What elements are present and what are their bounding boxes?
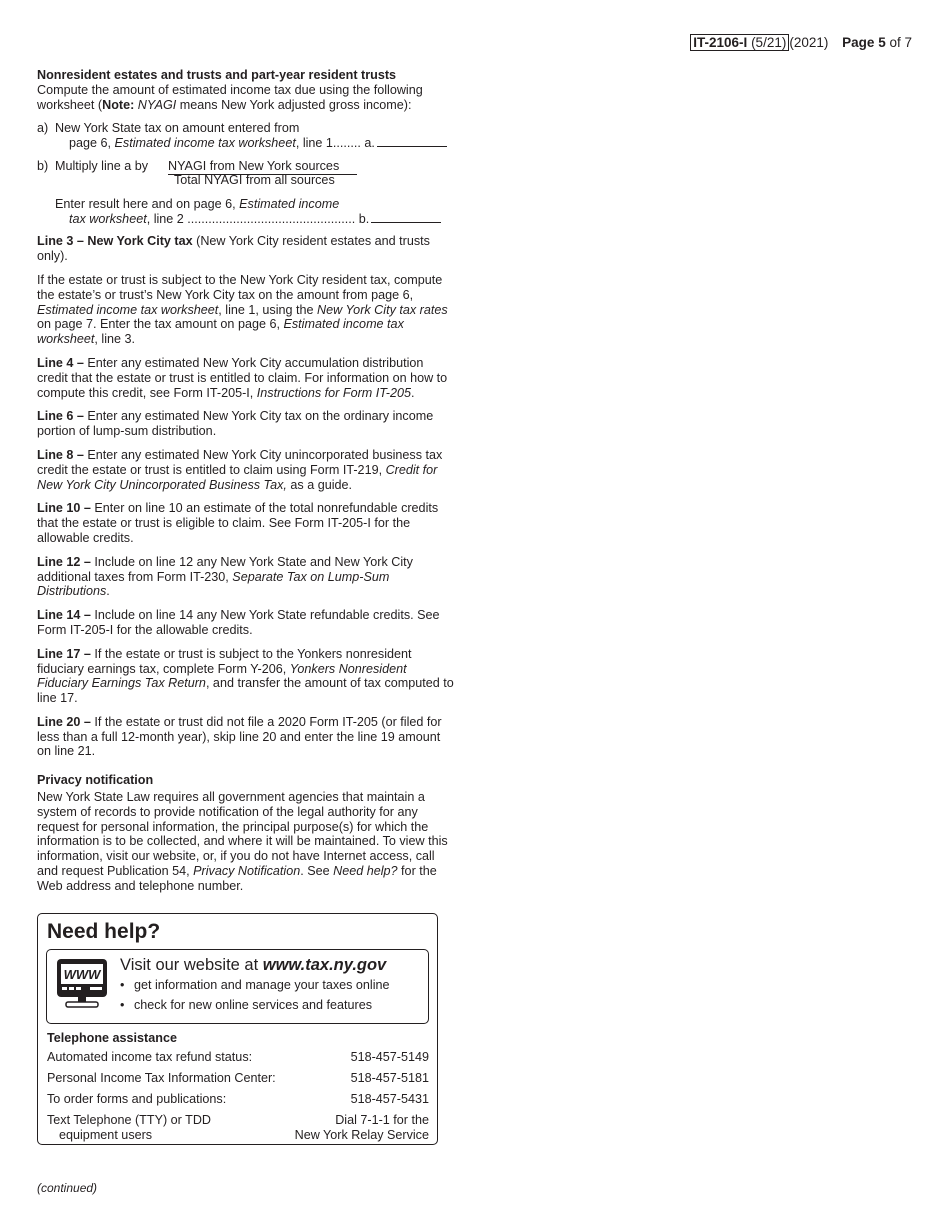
form-id-box <box>690 34 789 51</box>
form-revision: (5/21) <box>751 35 787 50</box>
form-year: (2021) <box>789 35 829 50</box>
need-help-box: Need help? WWW Visit our website at www.tax.ny.gov • get information and manage your taxes online • check for new online services and features Telephone assistance Automated income tax refund status: 518-457-5149 Personal Income Tax Information Center: 518-457-5181 To order forms and publications: 518-457-5431 Text Telephone (TTY) or TDD equipment users Dial 7-1-1 for the New York Relay Service <box>37 913 438 1145</box>
line-4-para: Line 4 – Enter any estimated New York City accumulation distribution credit that the estate or trust is entitled to claim. For information on how to compute this credit, see Form IT-205-I, Instructions for Form IT-205. <box>37 355 448 400</box>
nonresident-intro: Compute the amount of estimated income tax due using the following worksheet (Note: NYAGI means New York adjusted gross income): <box>37 82 423 112</box>
page-header <box>690 34 912 52</box>
nonresident-heading: Nonresident estates and trusts and part-year resident trusts <box>37 68 397 82</box>
line-14-para: Line 14 – Include on line 14 any New York State refundable credits. See Form IT-205-I for the allowable credits. <box>37 608 440 637</box>
website-panel <box>46 949 429 1024</box>
line-6-para: Line 6 – Enter any estimated New York City tax on the ordinary income portion of lump-sum distribution. <box>37 409 434 439</box>
main-column <box>37 68 457 903</box>
computer-monitor-icon <box>56 958 108 1008</box>
worksheet-line-b: b) Multiply line a by NYAGI from New York sources Total NYAGI from all sources Enter result here and on page 6, Estimated income tax worksheet, line 2 ................................................ b. <box>37 159 457 226</box>
continued-note: (continued) <box>37 1181 98 1195</box>
need-help-title: Need help? <box>47 920 161 943</box>
help-bullet-2: • check for new online services and features <box>120 998 373 1012</box>
form-id: IT-2106-I <box>693 35 748 50</box>
line-a-entry-field[interactable] <box>377 137 447 147</box>
line-17-para: Line 17 – If the estate or trust is subject to the Yonkers nonresident fiduciary earnings tax, complete Form Y-206, Yonkers Nonresident Fiduciary Earnings Tax Return, and transfer the amount of tax computed to line 17. <box>37 646 454 706</box>
privacy-text: New York State Law requires all government agencies that maintain a system of records to provide notification of the legal authority for any request for personal information, the principal purpose(s) for which the information is to be collected, and where it will be maintained. To view this information, visit our website, or, if you do not have Internet access, call and request Publication 54, Privacy Notification. See Need help? for the Web address and telephone number. <box>37 790 448 893</box>
page-number: Page 5 of 7 <box>842 35 912 50</box>
line-3-detail: If the estate or trust is subject to the New York City resident tax, compute the estate’s or trust’s New York City tax on the amount from page 6, Estimated income tax worksheet, line 1, using the New York City tax rates on page 7. Enter the tax amount on page 6, Estimated income tax worksheet, line 3. <box>37 272 448 347</box>
fraction-numerator: NYAGI from New York sources <box>168 159 357 175</box>
privacy-heading: Privacy notification <box>37 773 154 788</box>
line-8-para: Line 8 – Enter any estimated New York City unincorporated business tax credit the estate or trust is entitled to claim using Form IT-219, Credit for New York City Unincorporated Business Tax, as a guide. <box>37 447 443 492</box>
line-10-para: Line 10 – Enter on line 10 an estimate of the total nonrefundable credits that the estate or trust is eligible to claim. See Form IT-205-I for the allowable credits. <box>37 501 439 545</box>
website-link[interactable]: www.tax.ny.gov <box>262 956 387 974</box>
line-12-para: Line 12 – Include on line 12 any New York State and New York City additional taxes from Form IT-230, Separate Tax on Lump-Sum Distributions. <box>37 554 413 599</box>
worksheet-line-a: a) New York State tax on amount entered from page 6, Estimated income tax worksheet, line 1........ a. <box>37 121 457 151</box>
line-b-entry-field[interactable] <box>371 213 441 223</box>
fraction-denominator: Total NYAGI from all sources <box>174 172 335 187</box>
line-3-heading-para: Line 3 – New York City tax (New York City resident estates and trusts only). <box>37 234 430 264</box>
monitor-www-text: WWW <box>63 967 101 982</box>
help-bullet-1: • get information and manage your taxes online <box>120 978 390 992</box>
nyagi-fraction <box>37 159 457 193</box>
telephone-heading: Telephone assistance <box>47 1031 177 1045</box>
line-20-para: Line 20 – If the estate or trust did not file a 2020 Form IT-205 (or filed for less than a full 12-month year), skip line 20 and enter the line 19 amount on line 21. <box>37 714 442 759</box>
visit-website-text: Visit our website at www.tax.ny.gov <box>120 956 387 974</box>
